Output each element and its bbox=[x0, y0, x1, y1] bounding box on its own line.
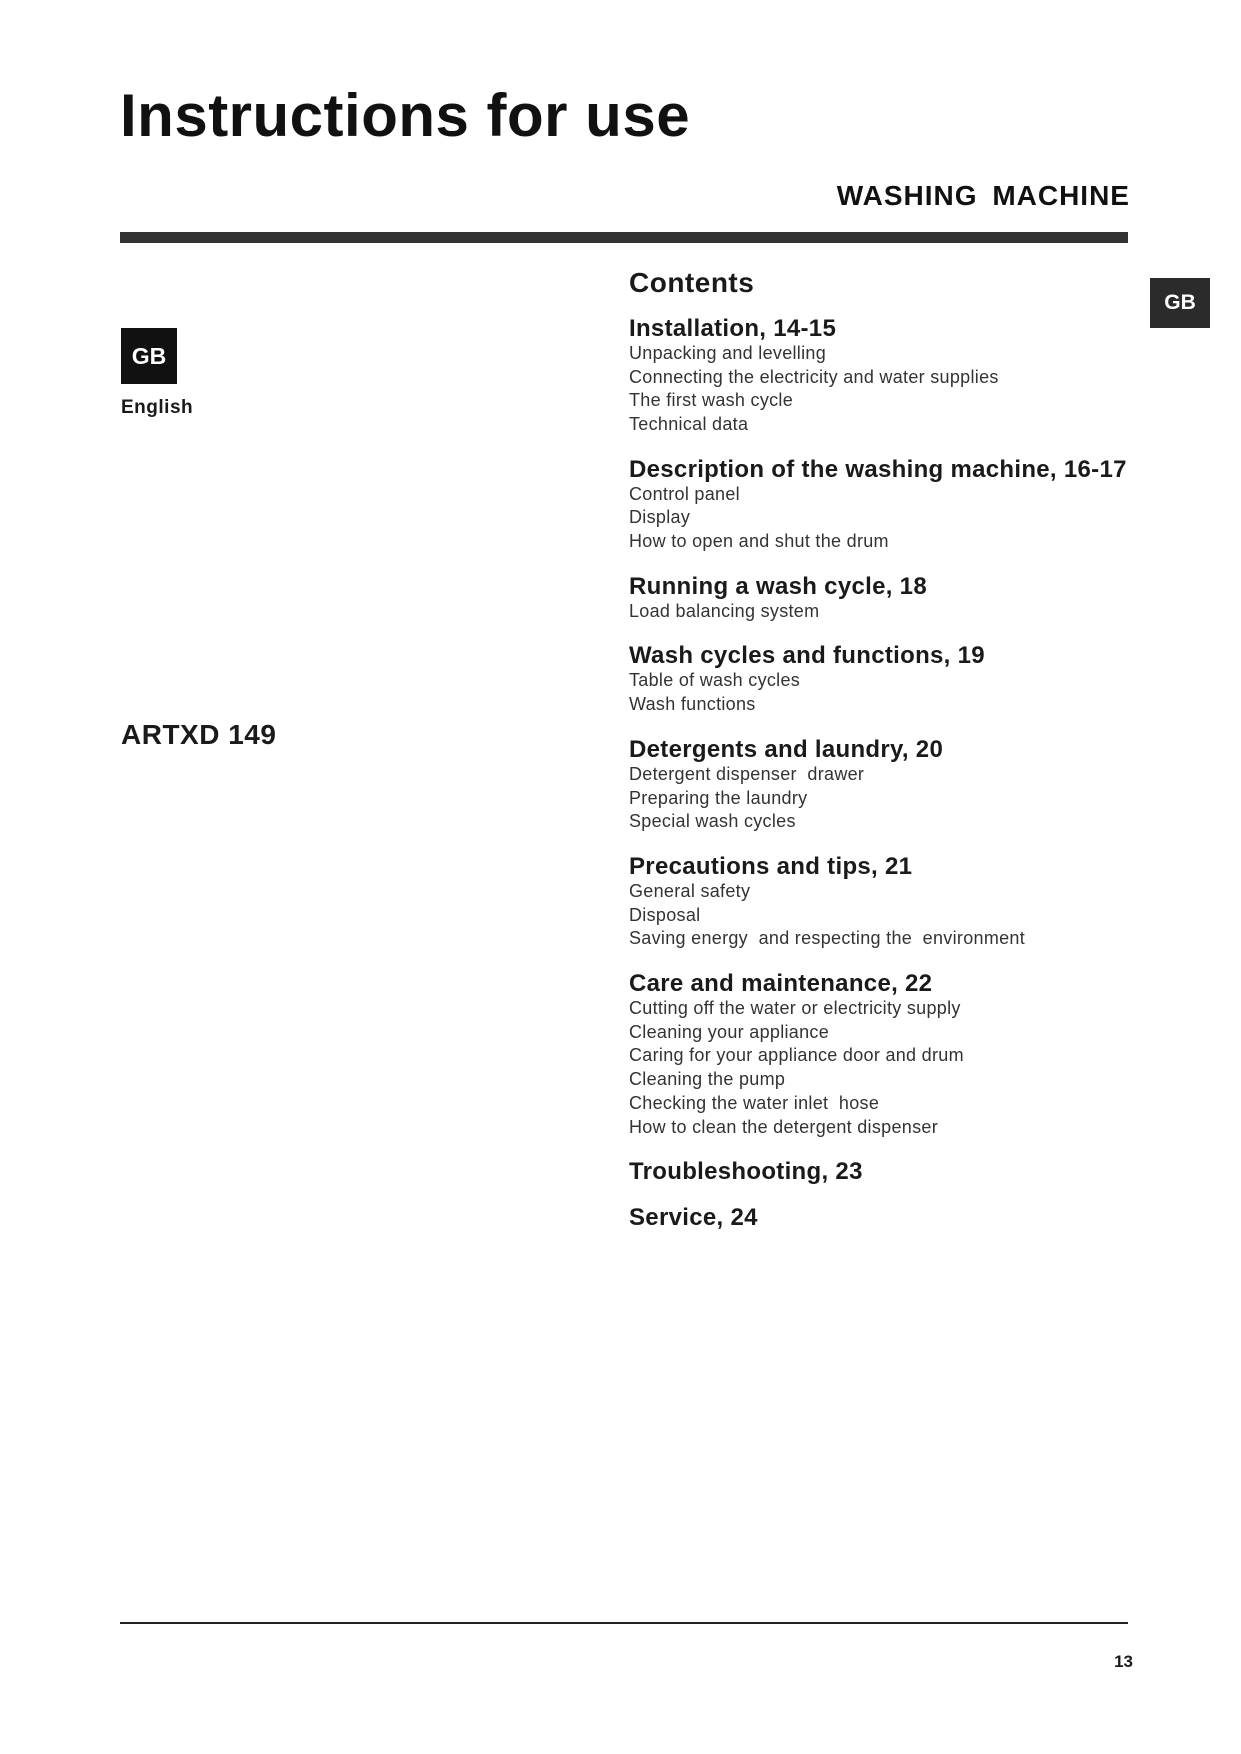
section-item: Preparing the laundry bbox=[629, 787, 808, 808]
contents-heading: Contents bbox=[629, 267, 755, 298]
section-item-list bbox=[629, 763, 1149, 834]
section-item-list bbox=[629, 997, 1149, 1139]
model-number: ARTXD 149 bbox=[121, 719, 277, 750]
section-title: Description of the washing machine, 16-17 bbox=[629, 455, 1127, 483]
section-item: Cleaning the pump bbox=[629, 1069, 786, 1090]
section-item: Cleaning your appliance bbox=[629, 1021, 830, 1042]
contents-section bbox=[629, 853, 1149, 951]
section-item: Display bbox=[629, 507, 691, 528]
section-item: Load balancing system bbox=[629, 600, 820, 621]
section-item: General safety bbox=[629, 880, 751, 901]
section-item-list bbox=[629, 880, 1149, 951]
contents-section bbox=[629, 315, 1149, 437]
contents-section bbox=[629, 456, 1149, 554]
section-item: How to clean the detergent dispenser bbox=[629, 1116, 938, 1137]
section-item: Unpacking and levelling bbox=[629, 342, 827, 363]
page-number: 13 bbox=[1114, 1652, 1133, 1671]
contents-section bbox=[629, 1204, 1149, 1231]
section-title: Care and maintenance, 22 bbox=[629, 970, 933, 998]
section-title: Precautions and tips, 21 bbox=[629, 852, 913, 880]
section-title: Detergents and laundry, 20 bbox=[629, 735, 944, 763]
section-title: Installation, 14-15 bbox=[629, 314, 837, 342]
contents-section bbox=[629, 642, 1149, 716]
section-item-list bbox=[629, 483, 1149, 554]
section-item: Special wash cycles bbox=[629, 811, 796, 832]
language-badge: GB bbox=[121, 328, 177, 384]
side-language-tab: GB bbox=[1150, 278, 1210, 328]
section-item: Control panel bbox=[629, 483, 740, 504]
section-title: Troubleshooting, 23 bbox=[629, 1158, 863, 1186]
section-item: The first wash cycle bbox=[629, 390, 794, 411]
section-item: Cutting off the water or electricity supply bbox=[629, 998, 961, 1019]
header-divider bbox=[120, 232, 1128, 243]
section-item: Saving energy and respecting the environment bbox=[629, 928, 1026, 949]
section-title: Wash cycles and functions, 19 bbox=[629, 642, 985, 670]
section-item: Caring for your appliance door and drum bbox=[629, 1045, 964, 1066]
contents-section bbox=[629, 970, 1149, 1139]
table-of-contents bbox=[629, 268, 1149, 1250]
contents-section bbox=[629, 736, 1149, 834]
section-item: Wash functions bbox=[629, 694, 756, 715]
section-item: Table of wash cycles bbox=[629, 670, 801, 691]
contents-section bbox=[629, 1158, 1149, 1185]
footer-divider bbox=[120, 1622, 1128, 1624]
contents-section bbox=[629, 573, 1149, 624]
section-title: Service, 24 bbox=[629, 1204, 758, 1232]
section-item: How to open and shut the drum bbox=[629, 531, 889, 552]
section-item-list bbox=[629, 342, 1149, 437]
language-label: English bbox=[121, 397, 194, 418]
section-item: Checking the water inlet hose bbox=[629, 1092, 880, 1113]
section-item: Connecting the electricity and water supplies bbox=[629, 366, 999, 387]
section-title: Running a wash cycle, 18 bbox=[629, 572, 927, 600]
section-item: Disposal bbox=[629, 904, 701, 925]
section-item-list bbox=[629, 600, 1149, 624]
section-item: Detergent dispenser drawer bbox=[629, 763, 865, 784]
section-item-list bbox=[629, 669, 1149, 716]
contents-sections bbox=[629, 315, 1149, 1231]
section-item: Technical data bbox=[629, 413, 749, 434]
page-title: Instructions for use bbox=[120, 82, 691, 149]
product-type-subtitle: WASHING MACHINE bbox=[836, 180, 1130, 211]
